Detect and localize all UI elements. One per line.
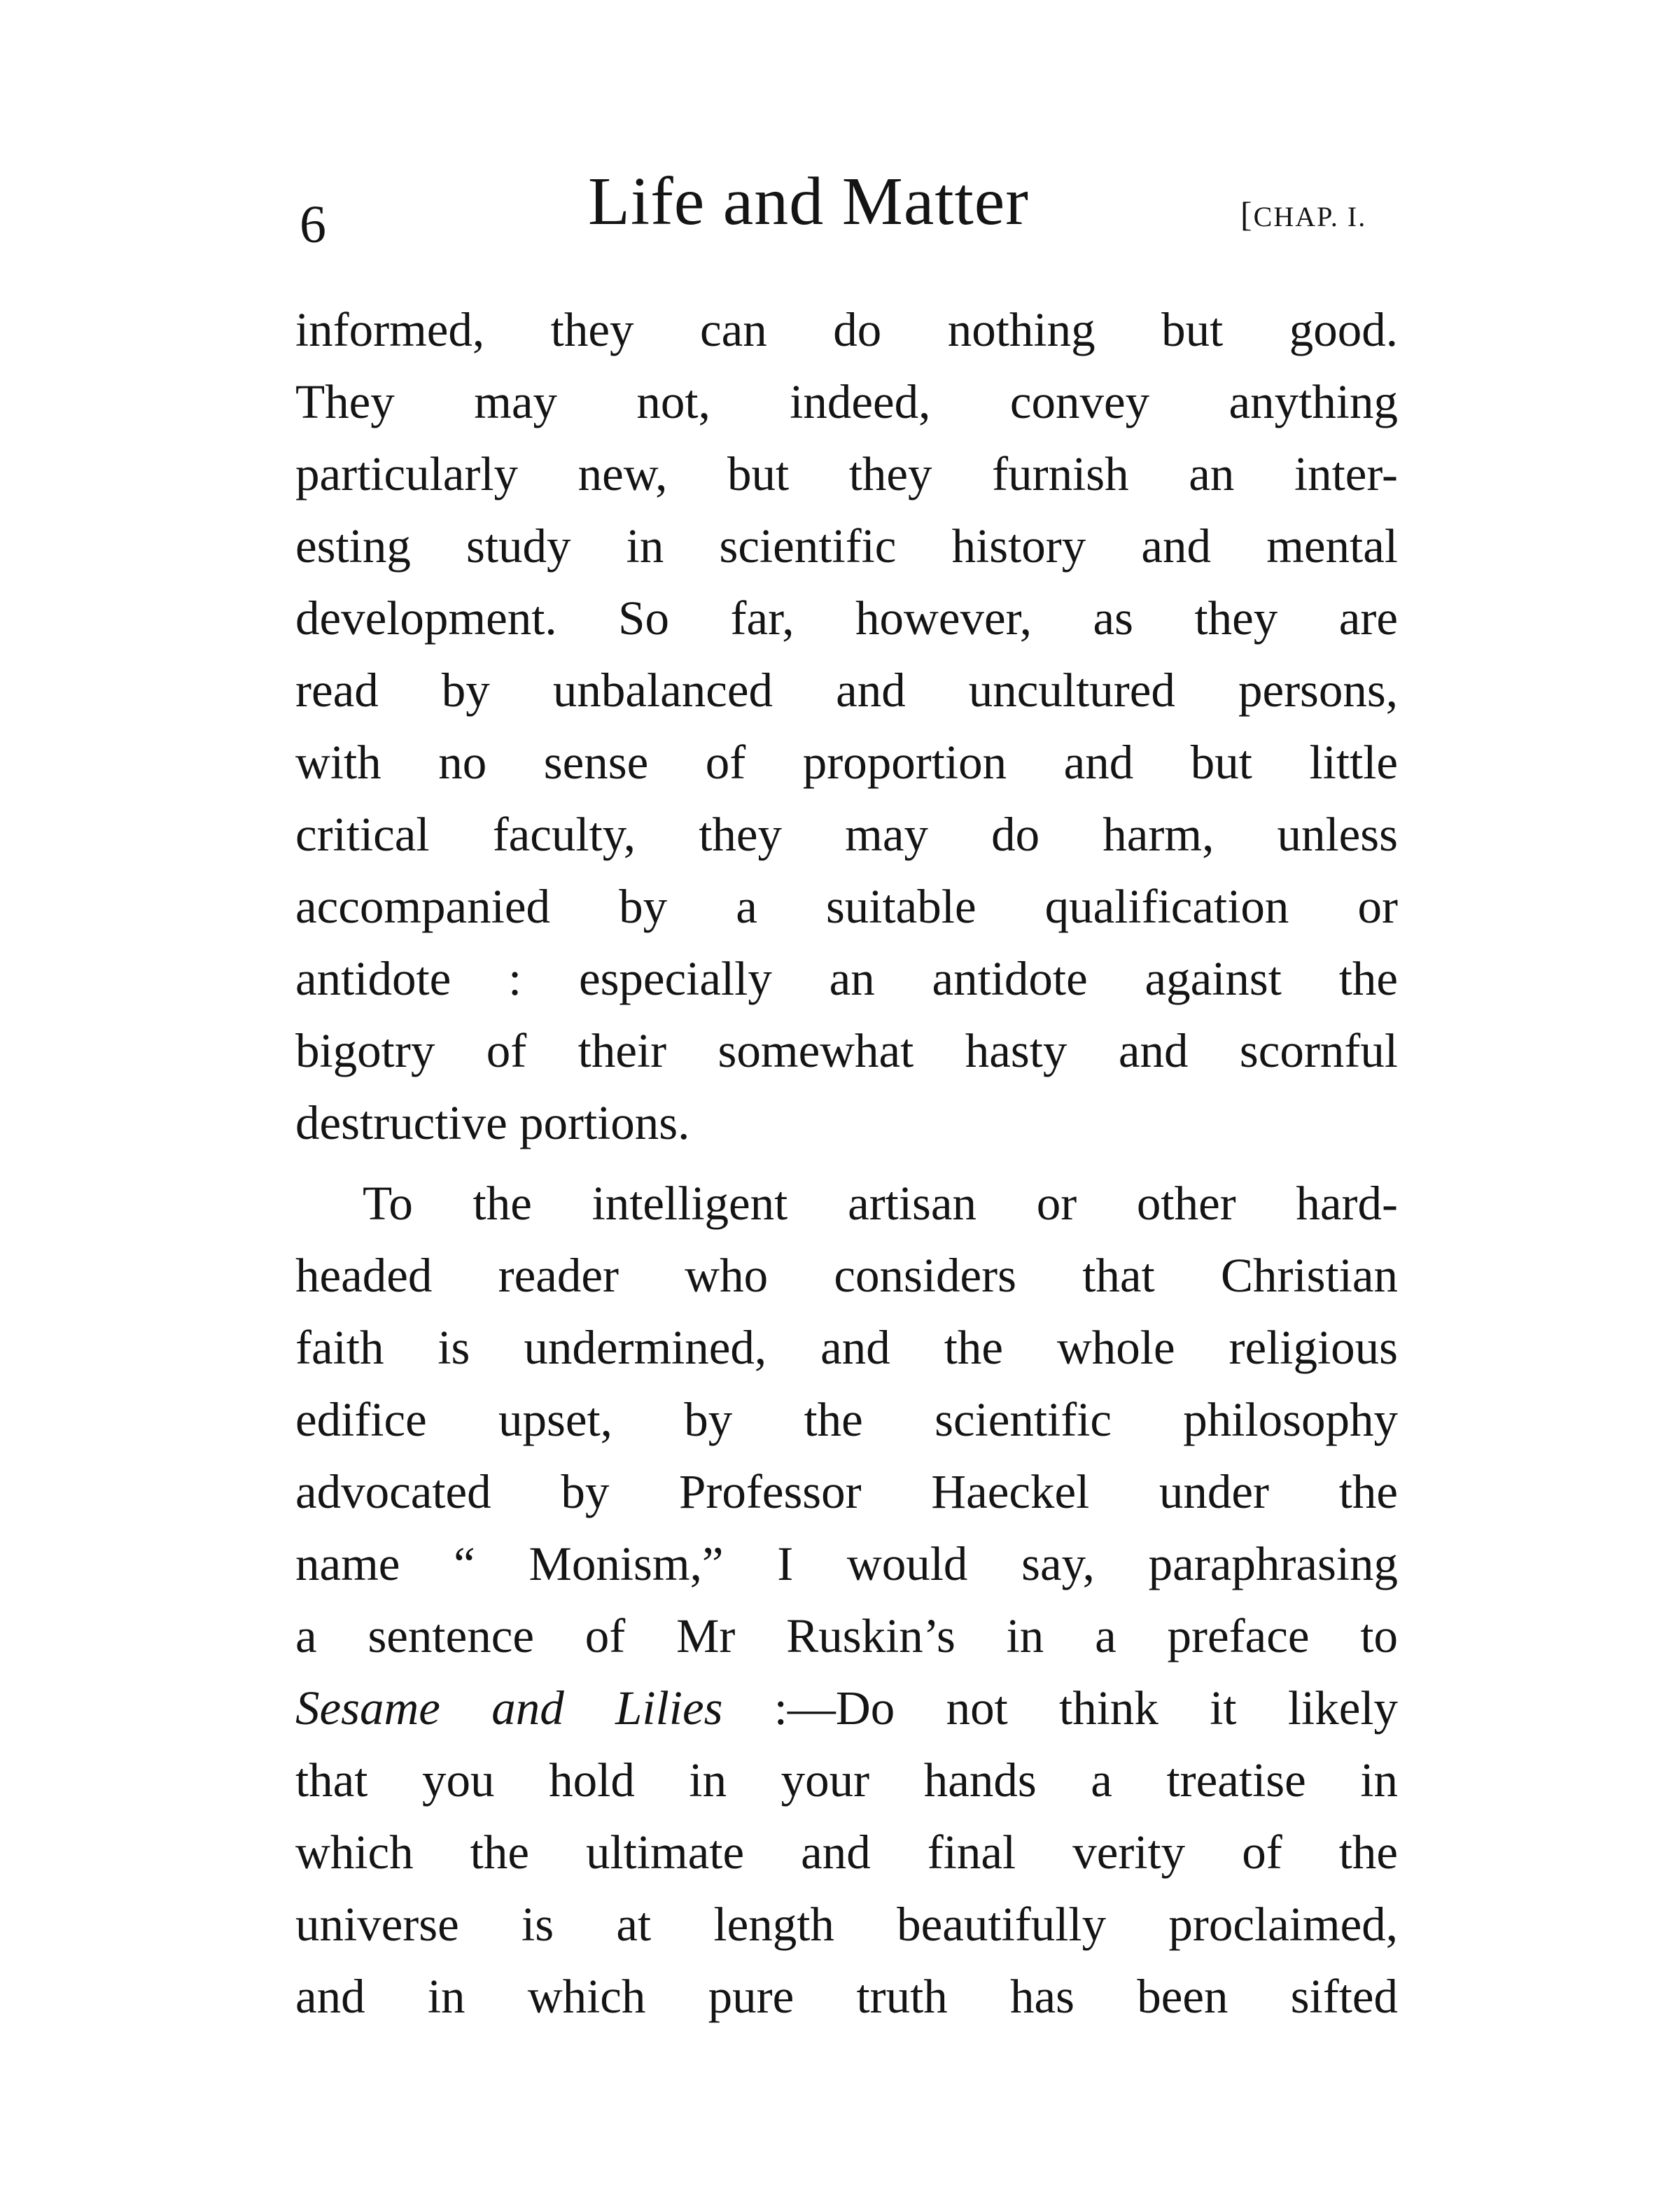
text-line: advocated by Professor Haeckel under the (295, 1465, 1398, 1518)
text-line: faith is undermined, and the whole religious (295, 1321, 1398, 1374)
text-line: bigotry of their somewhat hasty and scornful (295, 1024, 1398, 1077)
chapter-label: CHAP. I. (1253, 201, 1367, 232)
text-line: edifice upset, by the scientific philosophy (295, 1393, 1398, 1446)
text-line-with-title (295, 1672, 1398, 1744)
book-title: Sesame and Lilies (295, 1681, 723, 1735)
text-line: To the intelligent artisan or other hard- (363, 1177, 1398, 1230)
text-line: They may not, indeed, convey anything (295, 375, 1398, 428)
body-text (295, 294, 1398, 2033)
text-line: esting study in scientific history and mental (295, 519, 1398, 573)
text-line: headed reader who considers that Christian (295, 1249, 1398, 1302)
text-line: accompanied by a suitable qualification or (295, 880, 1398, 933)
running-title: Life and Matter (588, 164, 1029, 239)
text-line: with no sense of proportion and but little (295, 736, 1398, 789)
text-fragment: :—Do not think it likely (722, 1681, 1398, 1735)
text-line: read by unbalanced and uncultured persons, (295, 664, 1398, 717)
text-line: critical faculty, they may do harm, unless (295, 808, 1398, 861)
text-line: antidote : especially an antidote against the (295, 952, 1398, 1005)
text-line: which the ultimate and final verity of the (295, 1826, 1398, 1879)
text-line: and in which pure truth has been sifted (295, 1970, 1398, 2023)
paragraph-1 (295, 294, 1398, 1159)
text-line: development. So far, however, as they are (295, 592, 1398, 645)
text-line: that you hold in your hands a treatise in (295, 1754, 1398, 1807)
text-line: name “ Monism,” I would say, paraphrasing (295, 1537, 1398, 1590)
text-line: universe is at length beautifully proclaimed, (295, 1898, 1398, 1951)
chapter-bracket: [ (1240, 195, 1254, 234)
paragraph-2 (295, 1168, 1398, 2033)
page-number: 6 (300, 195, 326, 254)
text-line: particularly new, but they furnish an inter- (295, 447, 1398, 500)
running-head (294, 158, 1400, 262)
chapter-reference (1240, 197, 1366, 232)
text-line: destructive portions. (295, 1096, 690, 1149)
text-line: informed, they can do nothing but good. (295, 303, 1398, 356)
text-line: a sentence of Mr Ruskin’s in a preface to (295, 1609, 1398, 1662)
